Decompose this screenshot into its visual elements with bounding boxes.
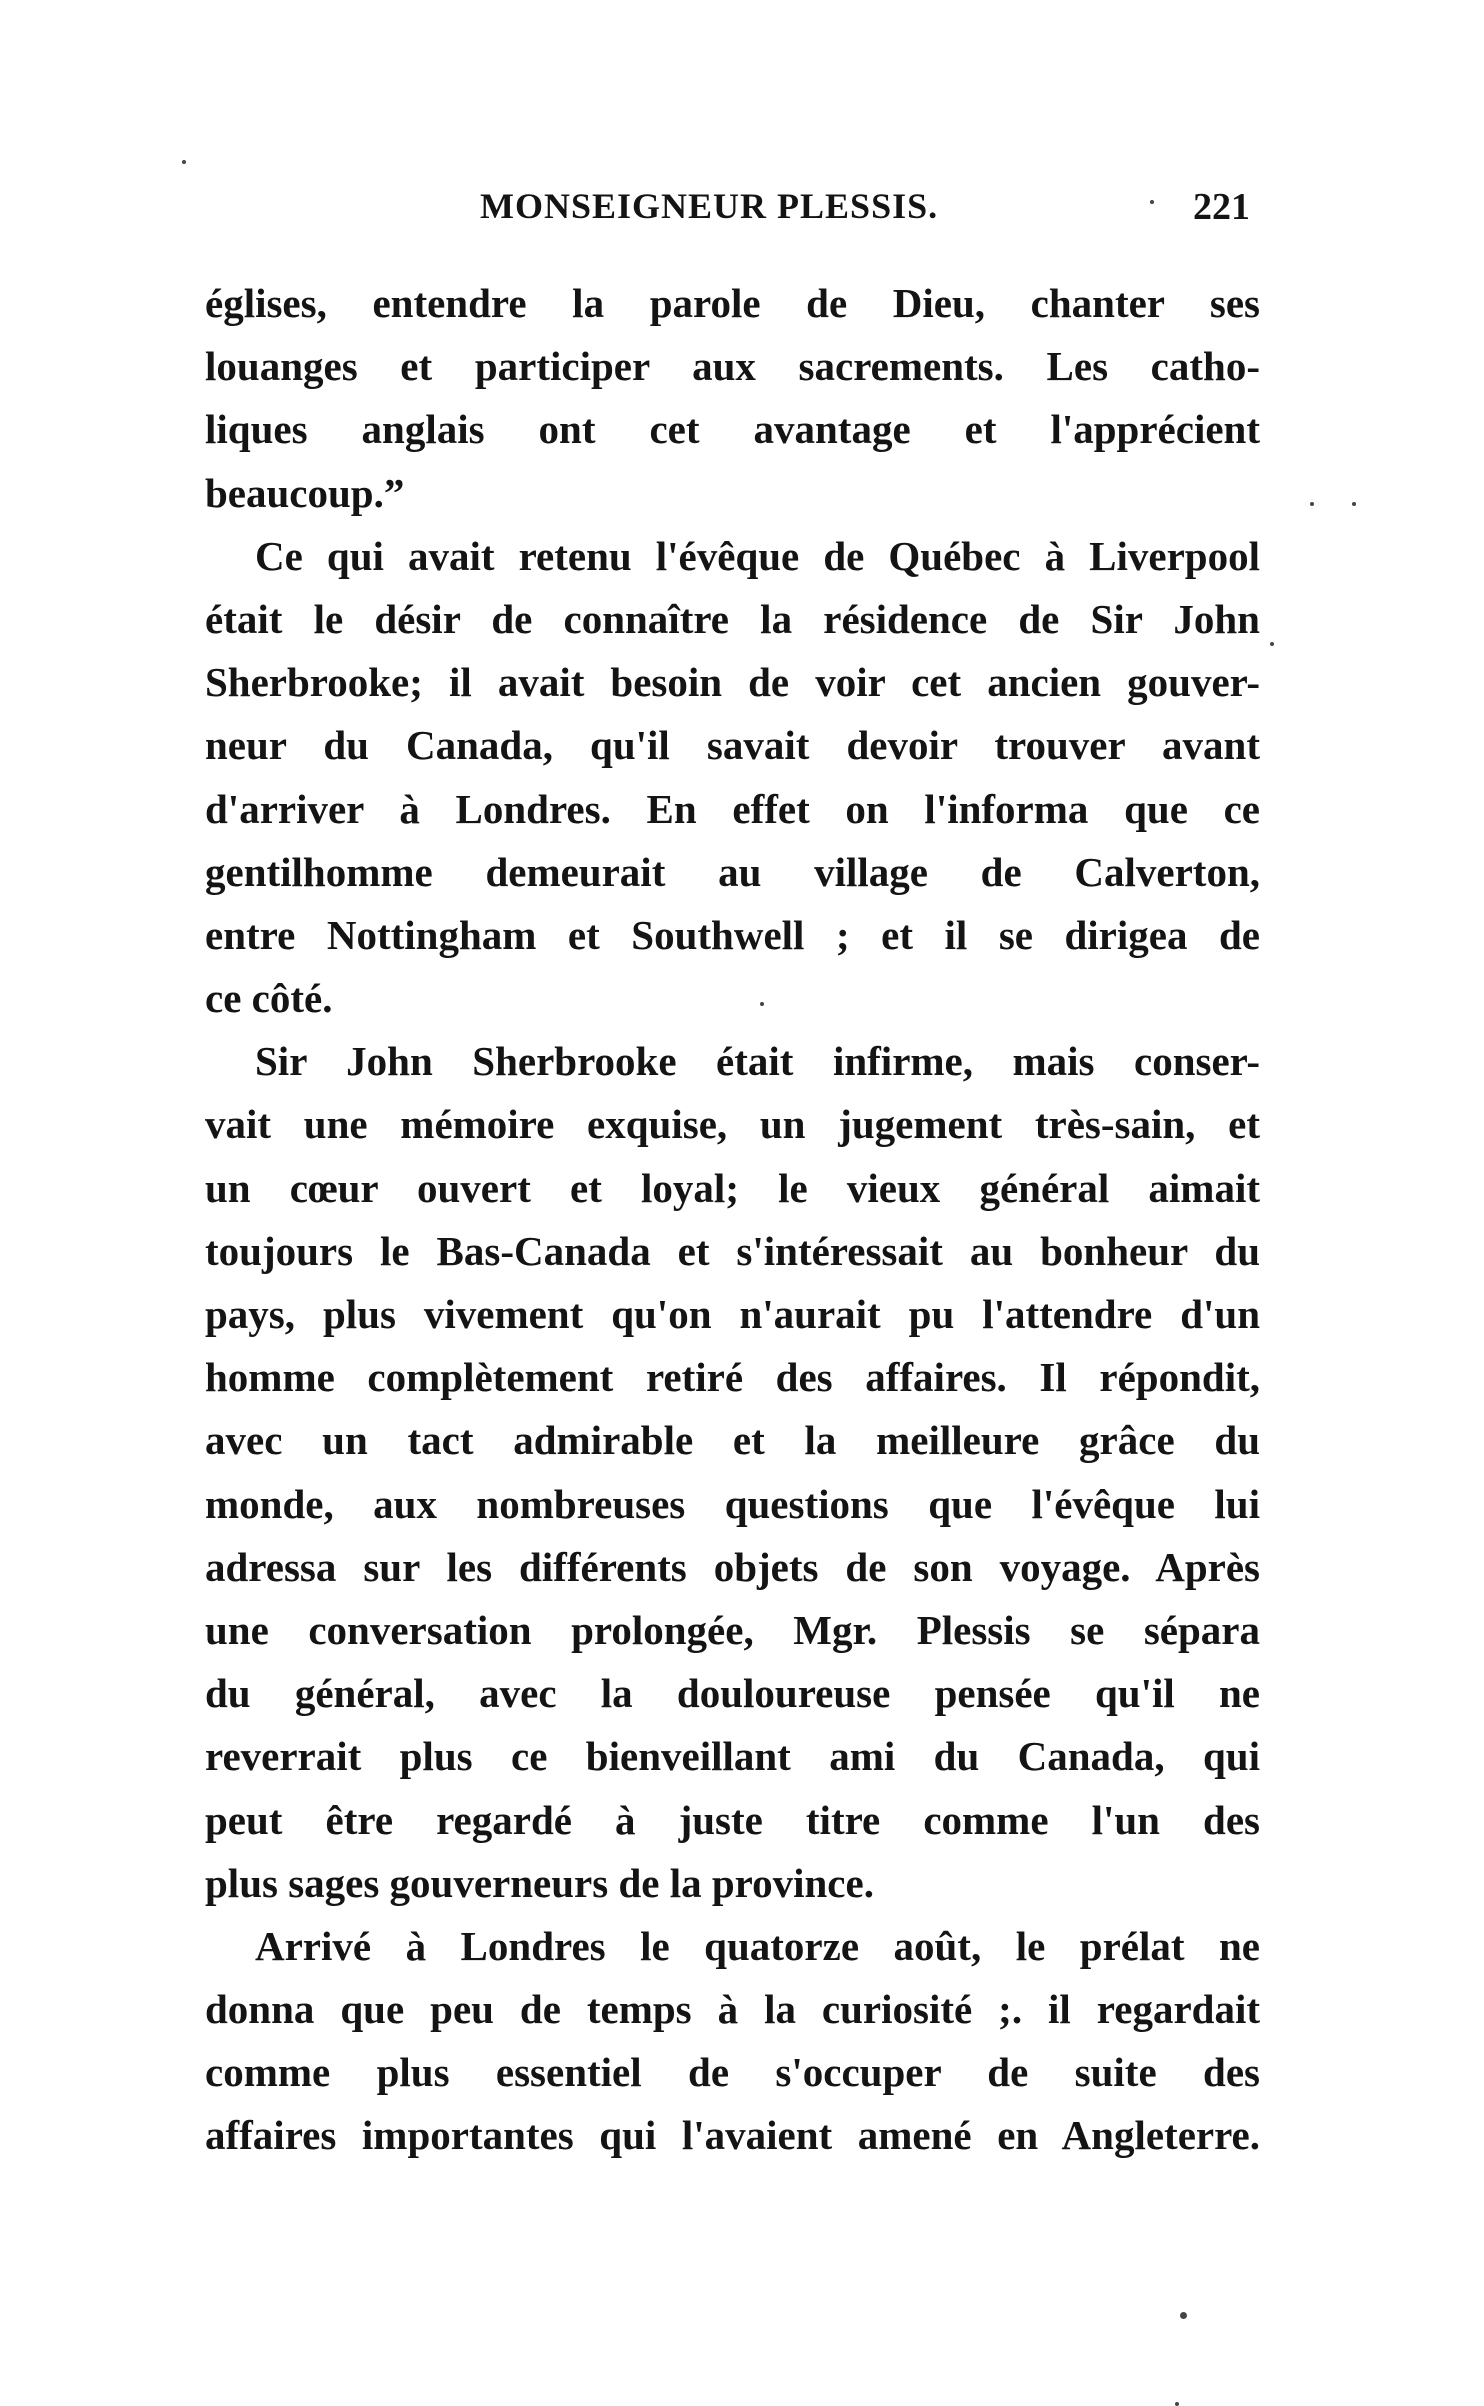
text-line: peut être regardé à juste titre comme l'un des <box>205 1796 1260 1843</box>
text-line: Sherbrooke; il avait besoin de voir cet ancien gouver- <box>205 659 1260 706</box>
body-text <box>205 272 1260 2168</box>
text-line: du général, avec la douloureuse pensée qu'il ne <box>205 1670 1260 1717</box>
print-speck <box>182 160 186 164</box>
text-line: neur du Canada, qu'il savait devoir trouver avant <box>205 722 1260 769</box>
text-line: comme plus essentiel de s'occuper de suite des <box>205 2049 1260 2096</box>
text-line: adressa sur les différents objets de son voyage. Après <box>205 1543 1260 1590</box>
text-line: entre Nottingham et Southwell ; et il se dirigea de <box>205 911 1260 958</box>
page-header <box>200 185 1260 245</box>
print-speck <box>1150 200 1154 204</box>
text-line: Sir John Sherbrooke était infirme, mais conser- <box>255 1038 1260 1085</box>
page-number: 221 <box>1193 186 1250 228</box>
text-line: affaires importantes qui l'avaient amené en Angleterre. <box>205 2112 1260 2159</box>
print-speck <box>760 1002 764 1006</box>
running-title: MONSEIGNEUR PLESSIS. <box>480 186 939 226</box>
text-line: gentilhomme demeurait au village de Calverton, <box>205 848 1260 895</box>
print-speck <box>1180 2312 1187 2319</box>
text-line: homme complètement retiré des affaires. Il répondit, <box>205 1354 1260 1401</box>
text-line: églises, entendre la parole de Dieu, chanter ses <box>205 280 1260 326</box>
text-line: liques anglais ont cet avantage et l'apprécient <box>205 406 1260 453</box>
text-line: était le désir de connaître la résidence de Sir John <box>205 595 1260 642</box>
text-line: louanges et participer aux sacrements. Les catho- <box>205 343 1260 390</box>
text-line: Arrivé à Londres le quatorze août, le prélat ne <box>255 1922 1260 1969</box>
text-line: d'arriver à Londres. En effet on l'informa que ce <box>205 785 1260 832</box>
text-line: une conversation prolongée, Mgr. Plessis se sépara <box>205 1606 1260 1653</box>
text-line: beaucoup.” <box>205 469 405 516</box>
text-line: vait une mémoire exquise, un jugement très-sain, et <box>205 1101 1260 1148</box>
text-line: toujours le Bas-Canada et s'intéressait au bonheur du <box>205 1227 1260 1274</box>
text-line: avec un tact admirable et la meilleure grâce du <box>205 1417 1260 1464</box>
text-line: un cœur ouvert et loyal; le vieux général aimait <box>205 1164 1260 1211</box>
text-line: reverrait plus ce bienveillant ami du Canada, qui <box>205 1733 1260 1780</box>
text-line: donna que peu de temps à la curiosité ;. il regardait <box>205 1986 1260 2033</box>
print-speck <box>1270 642 1274 646</box>
text-line: plus sages gouverneurs de la province. <box>205 1859 874 1906</box>
print-speck <box>1175 2402 1179 2406</box>
text-line: monde, aux nombreuses questions que l'évêque lui <box>205 1480 1260 1527</box>
print-speck <box>1352 502 1356 506</box>
text-line: ce côté. <box>205 975 333 1022</box>
print-speck <box>1310 502 1314 506</box>
text-line: pays, plus vivement qu'on n'aurait pu l'attendre d'un <box>205 1291 1260 1337</box>
text-line: Ce qui avait retenu l'évêque de Québec à Liverpool <box>255 532 1260 579</box>
